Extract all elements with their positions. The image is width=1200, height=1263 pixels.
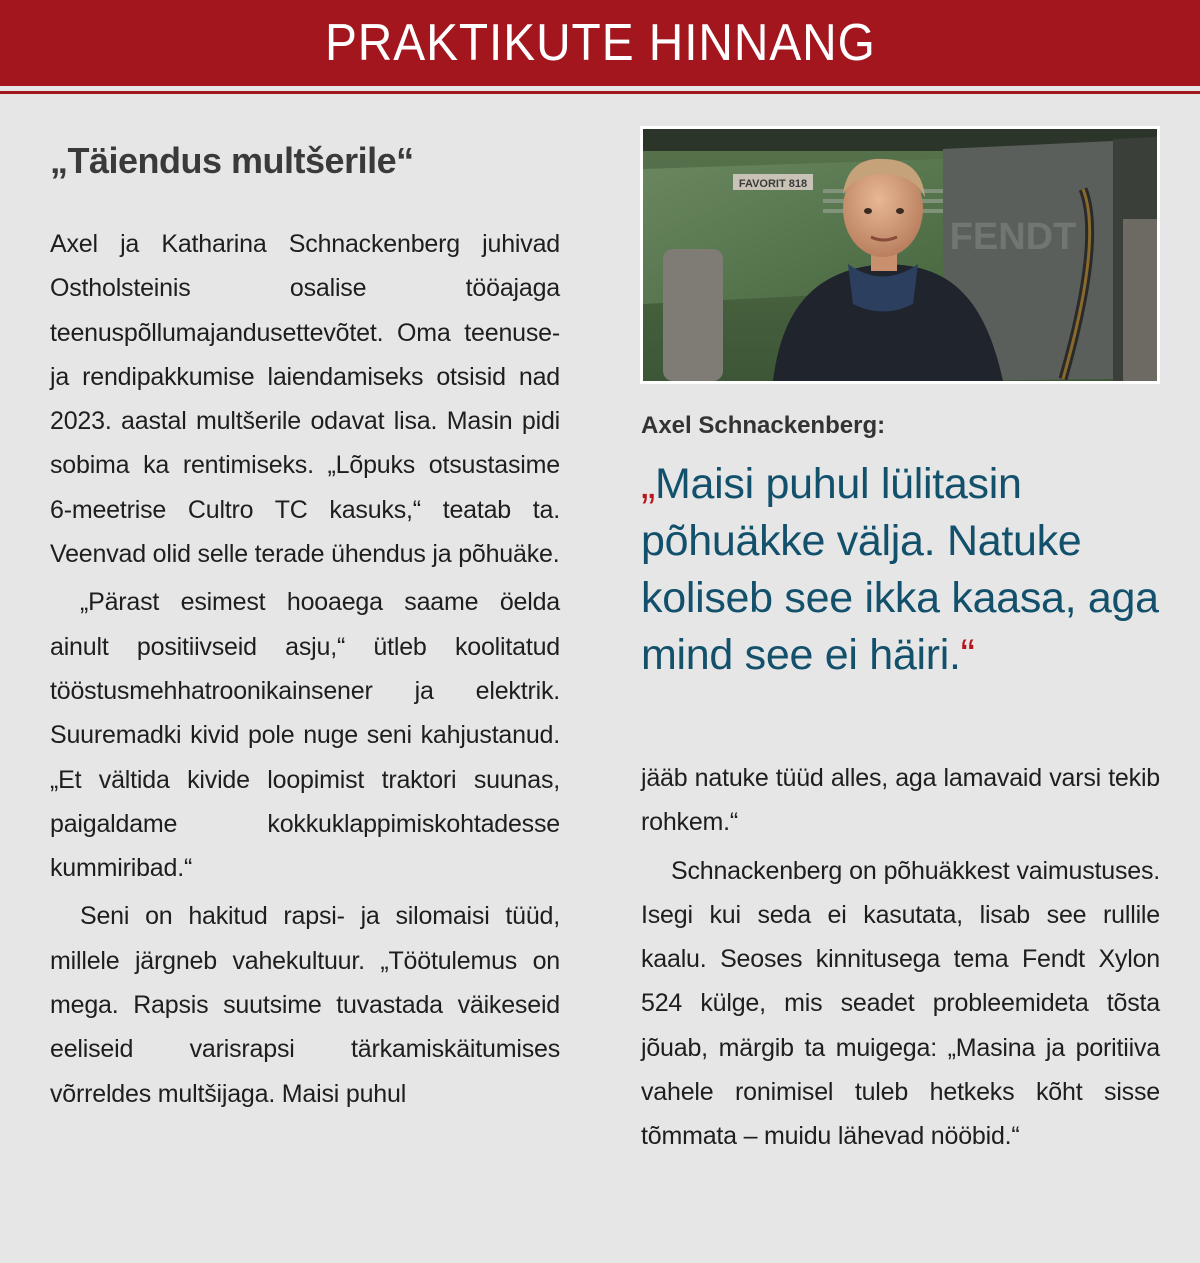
paragraph: Seni on hakitud rapsi- ja silomaisi tüüd, millele järgneb vahekultuur. „Töötulemus on mega. Rapsis suutsime tuvastada väikeseid eeliseid varisrapsi tärkamiskäitumises võrreldes multšijaga. Maisi puhul [50,902,560,1108]
quote-text: Maisi puhul lülitasin põhuäkke välja. Natuke koliseb see ikka kaasa, aga mind see ei häiri. [641,460,1159,679]
paragraph: Schnackenberg on põhuäkkest vaimustuses. Isegi kui seda ei kasutata, lisab see rullile kaalu. Seoses kinnitusega tema Fendt Xylon 524 külge, mis seadet probleemideta tõsta jõuab, märgib ta muigega: „Masina ja poritiiva vahele ronimisel tuleb hetkeks kõht sisse tõmmata – muidu lähevad nööbid.“ [641,856,1160,1151]
paragraph: „Pärast esimest hooaega saame öelda ainult positiivseid asju,“ ütleb koolitatud tööstusmehhatroonikainsener ja elektrik. Suuremadki kivid pole nuge seni kahjustanud. „Et vältida kivide loopimist traktori suunas, paigaldame kokkuklappimiskohtadesse kummiribad.“ [50,588,560,883]
machine-plate-text: FAVORIT 818 [738,178,808,190]
header-rule [0,91,1200,94]
portrait-photo [640,126,1160,384]
paragraph: Axel ja Katharina Schnackenberg juhivad Ostholsteinis osalise tööajaga teenuspõllumajandusettevõtet. Oma teenuse- ja rendipakkumise laiendamiseks otsisid nad 2023. aastal multšerile odavat lisa. Masin pidi sobima ka rentimiseks. „Lõpuks otsustasime 6-meetrise Cultro TC kasuks,“ teatab ta. Veenvad olid selle terade ühendus ja põhuäke. [50,230,560,569]
pull-quote [641,456,1171,684]
section-header [0,0,1200,86]
paragraph: jääb natuke tüüd alles, aga lamavaid varsi tekib rohkem.“ [641,764,1160,837]
left-column [50,140,560,1116]
right-column [641,756,1160,1159]
quote-open-mark: „ [641,460,656,508]
portrait-photo-illustration [643,129,1157,381]
article-subhead: „Täiendus multšerile“ [50,140,414,181]
quote-close-mark: “ [960,631,975,679]
section-title: PRAKTIKUTE HINNANG [324,14,876,72]
left-body-text [50,222,560,1116]
tractor-brand-lettering: FENDT [949,216,1077,258]
quote-author: Axel Schnackenberg: [641,412,886,439]
